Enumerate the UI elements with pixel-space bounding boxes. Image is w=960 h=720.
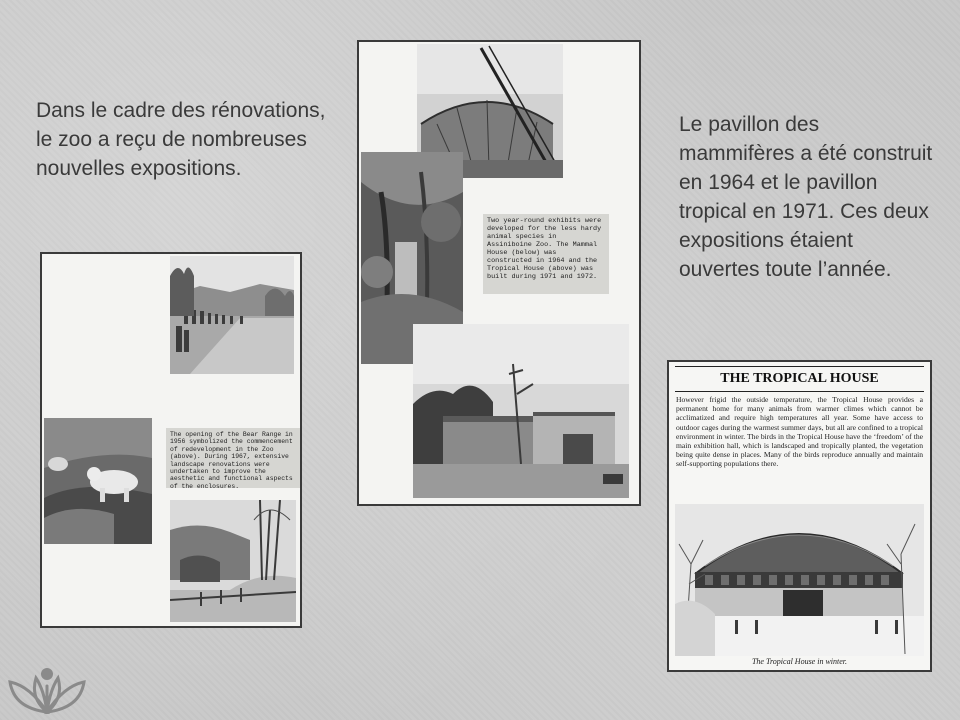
bear-range-crowd-photo bbox=[170, 256, 294, 374]
center-scanned-page bbox=[357, 40, 641, 506]
landscape-renovation-photo bbox=[170, 500, 296, 622]
polar-bears-photo bbox=[44, 418, 152, 544]
right-slide-text: Le pavillon des mammifères a été construit en 1964 et le pavillon tropical en 1971. Ces deux expositions étaient ouvertes toute l’année. bbox=[679, 113, 933, 281]
tropical-house-winter-photo bbox=[675, 504, 924, 656]
center-page-caption: Two year-round exhibits were developed for the less hardy animal species in Assiniboine Zoo. The Mammal House (below) was constructed in 1964 and the Tropical House (above) was built during 1971 and 1972. bbox=[483, 214, 609, 294]
left-slide-text: Dans le cadre des rénovations, le zoo a reçu de nombreuses nouvelles expositions. bbox=[36, 99, 326, 180]
mammal-house-photo bbox=[413, 324, 629, 498]
tropical-house-title: THE TROPICAL HOUSE bbox=[675, 366, 924, 392]
left-page-caption: The opening of the Bear Range in 1956 symbolized the commencement of redevelopment in the Zoo (above). During 1967, extensive landscape renovations were undertaken to improve the aesthetic and functional aspects of the enclosures. bbox=[166, 428, 300, 488]
left-scanned-page bbox=[40, 252, 302, 628]
tropical-house-photo-caption: The Tropical House in winter. bbox=[751, 657, 848, 666]
tropical-house-body: However frigid the outside temperature, the Tropical House provides a permanent home for many animals from warmer climes which cannot be acclimatized and require high temperatures all year. Some have access to outdoor cages during the warmest summer days, but all are confined to a tropical environment in winter. The birds in the Tropical House have the ‘freedom’ of the main exhibition hall, which is landscaped and tropically planted, the vegetation being quite dense in places. Many of the birds reproduce annually and maintain self-supporting populations there. bbox=[676, 395, 923, 469]
right-scanned-page bbox=[667, 360, 932, 672]
lotus-figure-icon bbox=[6, 664, 88, 714]
